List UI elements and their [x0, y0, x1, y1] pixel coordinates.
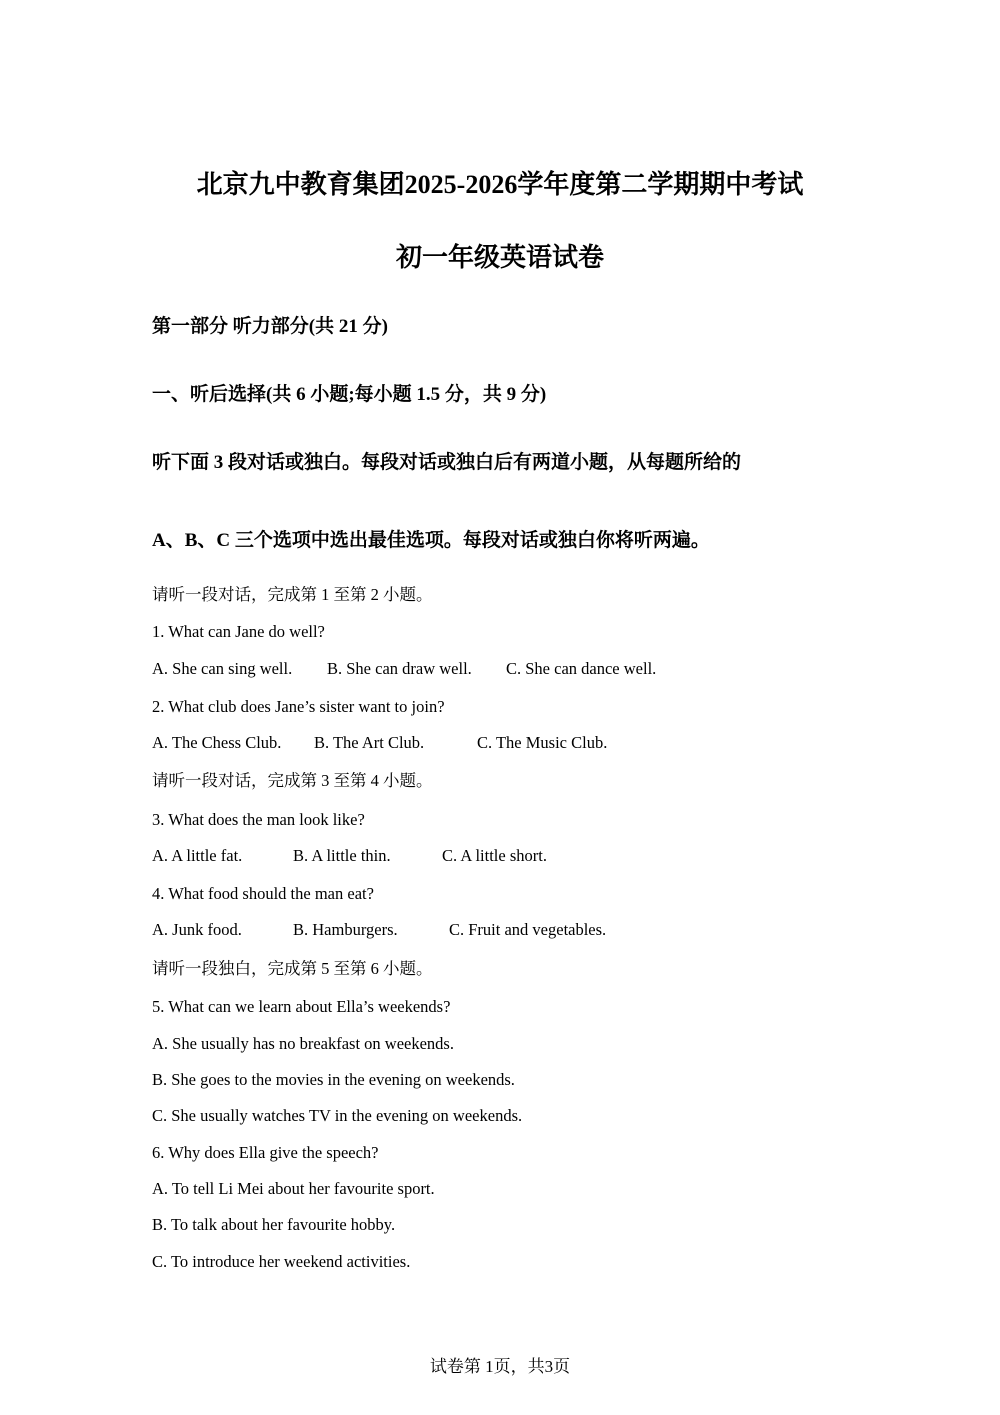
- question-2-options: [152, 732, 607, 754]
- question-3-options: [152, 845, 547, 867]
- question-1-options: [152, 658, 656, 680]
- monologue-intro: 请听一段独白，完成第 5 至第 6 小题。: [152, 959, 433, 978]
- page-footer: 试卷第 1页，共3页: [429, 1357, 571, 1376]
- q2-option-b: B. The Art Club.: [314, 733, 425, 752]
- question-3: 3. What does the man look like?: [152, 810, 365, 829]
- q5-option-a: A. She usually has no breakfast on weekends.: [152, 1034, 454, 1053]
- q6-option-b: B. To talk about her favourite hobby.: [152, 1215, 396, 1234]
- question-1: 1. What can Jane do well?: [152, 622, 325, 641]
- q6-option-a: A. To tell Li Mei about her favourite sport.: [152, 1179, 435, 1198]
- question-4-options: [152, 919, 606, 941]
- q6-option-c: C. To introduce her weekend activities.: [152, 1252, 411, 1271]
- q3-option-c: C. A little short.: [442, 846, 547, 865]
- q5-option-c: C. She usually watches TV in the evening on weekends.: [152, 1106, 523, 1125]
- instruction-line-2: A、B、C 三个选项中选出最佳选项。每段对话或独白你将听两遍。: [152, 530, 710, 551]
- question-4: 4. What food should the man eat?: [152, 884, 374, 903]
- q3-option-a: A. A little fat.: [152, 846, 243, 865]
- q1-option-c: C. She can dance well.: [506, 659, 657, 678]
- q1-option-a: A. She can sing well.: [152, 659, 293, 678]
- question-5: 5. What can we learn about Ella’s weekends?: [152, 997, 451, 1016]
- q4-option-b: B. Hamburgers.: [293, 920, 398, 939]
- instruction-line-1: 听下面 3 段对话或独白。每段对话或独白后有两道小题，从每题所给的: [152, 452, 742, 473]
- dialog2-intro: 请听一段对话，完成第 3 至第 4 小题。: [152, 771, 433, 790]
- q2-option-a: A. The Chess Club.: [152, 733, 282, 752]
- dialog1-intro: 请听一段对话，完成第 1 至第 2 小题。: [152, 585, 433, 604]
- q1-option-b: B. She can draw well.: [327, 659, 472, 678]
- q4-option-c: C. Fruit and vegetables.: [449, 920, 607, 939]
- q4-option-a: A. Junk food.: [152, 920, 242, 939]
- part1-heading: 第一部分 听力部分(共 21 分): [152, 316, 388, 337]
- q2-option-c: C. The Music Club.: [477, 733, 608, 752]
- q5-option-b: B. She goes to the movies in the evening on weekends.: [152, 1070, 515, 1089]
- q3-option-b: B. A little thin.: [293, 846, 391, 865]
- section1-heading: 一、听后选择(共 6 小题;每小题 1.5 分，共 9 分): [152, 384, 547, 405]
- exam-subtitle: 初一年级英语试卷: [395, 243, 604, 272]
- question-6: 6. Why does Ella give the speech?: [152, 1143, 379, 1162]
- question-2: 2. What club does Jane’s sister want to join?: [152, 697, 445, 716]
- exam-title: 北京九中教育集团2025-2026学年度第二学期期中考试: [196, 170, 804, 199]
